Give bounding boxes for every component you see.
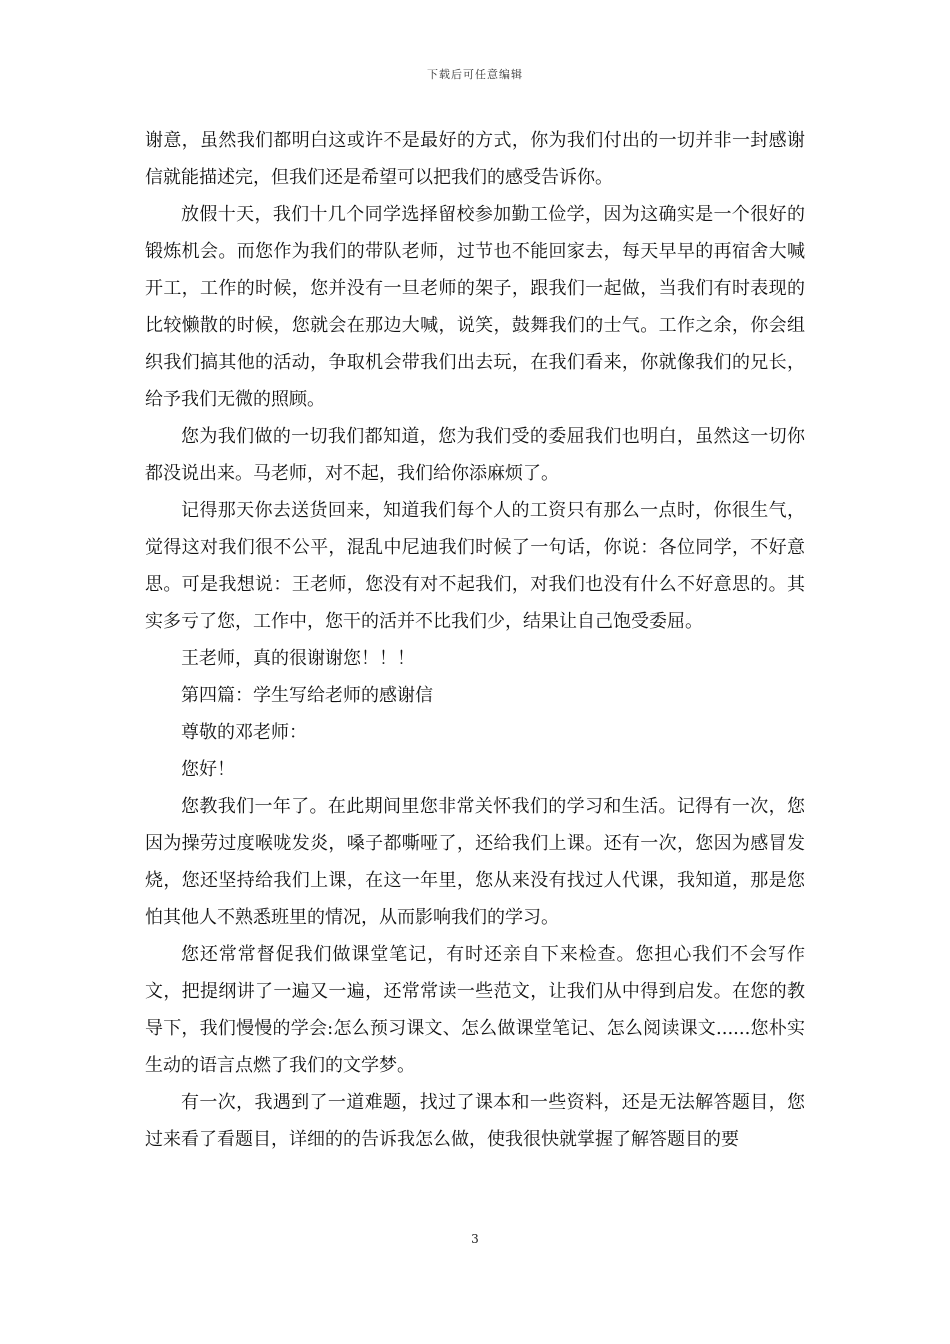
paragraph-10: 您还常常督促我们做课堂笔记，有时还亲自下来检查。您担心我们不会写作文，把提纲讲了一遍又一遍，还常常读一些范文，让我们从中得到启发。在您的教导下，我们慢慢的学会:怎么预习课文、怎么做课堂笔记、怎么阅读课文......您朴实生动的语言点燃了我们的文学梦。 xyxy=(145,944,805,1076)
salutation: 尊敬的邓老师： xyxy=(181,722,307,743)
paragraph-11: 有一次，我遇到了一道难题，找过了课本和一些资料，还是无法解答题目，您过来看了看题目，详细的的告诉我怎么做，使我很快就掌握了解答题目的要 xyxy=(145,1092,805,1150)
page-number: 3 xyxy=(471,1232,479,1246)
paragraph-2: 放假十天，我们十几个同学选择留校参加勤工俭学，因为这确实是一个很好的锻炼机会。而您作为我们的带队老师，过节也不能回家去，每天早早的再宿舍大喊开工，工作的时候，您并没有一旦老师的架子，跟我们一起做，当我们有时表现的比较懒散的时候，您就会在那边大喊，说笑，鼓舞我们的士气。工作之余，你会组织我们搞其他的活动，争取机会带我们出去玩，在我们看来，你就像我们的兄长，给予我们无微的照顾。 xyxy=(145,204,805,410)
paragraph-4: 记得那天你去送货回来，知道我们每个人的工资只有那么一点时，你很生气，觉得这对我们很不公平，混乱中尼迪我们时候了一句话，你说：各位同学，不好意思。可是我想说：王老师，您没有对不起我们，对我们也没有什么不好意思的。其实多亏了您，工作中，您干的活并不比我们少，结果让自己饱受委屈。 xyxy=(145,500,805,632)
document-body xyxy=(145,122,805,1158)
paragraph-5: 王老师，真的很谢谢您！！！ xyxy=(181,648,415,669)
page-header: 下载后可任意编辑 xyxy=(427,68,523,81)
paragraph-9: 您教我们一年了。在此期间里您非常关怀我们的学习和生活。记得有一次，您因为操劳过度喉咙发炎，嗓子都嘶哑了，还给我们上课。还有一次，您因为感冒发烧，您还坚持给我们上课，在这一年里，您从来没有找过人代课，我知道，那是您怕其他人不熟悉班里的情况，从而影响我们的学习。 xyxy=(145,796,805,928)
paragraph-1: 谢意，虽然我们都明白这或许不是最好的方式，你为我们付出的一切并非一封感谢信就能描述完，但我们还是希望可以把我们的感受告诉你。 xyxy=(145,130,805,188)
paragraph-3: 您为我们做的一切我们都知道，您为我们受的委屈我们也明白，虽然这一切你都没说出来。马老师，对不起，我们给你添麻烦了。 xyxy=(145,426,805,484)
section-title: 第四篇：学生写给老师的感谢信 xyxy=(181,685,433,706)
greeting: 您好！ xyxy=(181,759,235,780)
